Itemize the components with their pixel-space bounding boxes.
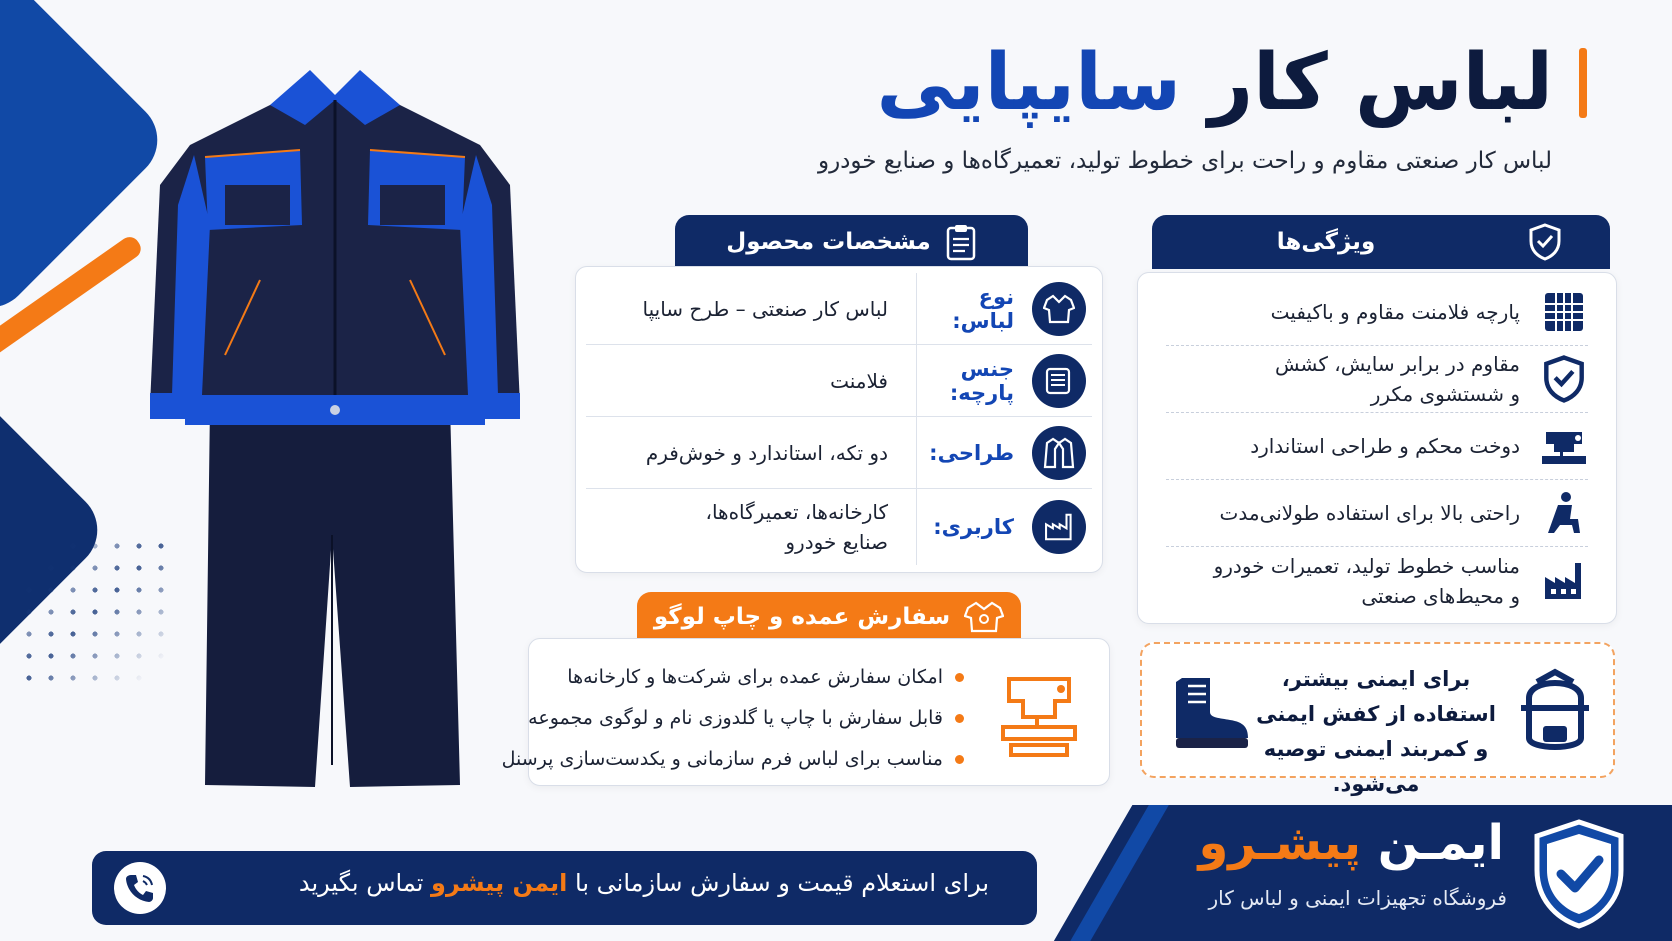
feature-item [1166,413,1588,480]
order-header-label: سفارش عمده و چاپ لوگو [653,604,951,630]
spec-label: کاربری: [916,489,1026,565]
contact-banner[interactable] [92,851,1037,925]
tshirt-print-icon [964,601,1004,633]
jacket-icon [1043,437,1075,469]
spec-label: نوع لباس: [916,273,1026,344]
spec-label: طراحی: [916,417,1026,488]
features-card [1137,272,1617,624]
clipboard-icon [945,223,977,261]
brand-tagline: فروشگاه تجهیزات ایمنی و لباس کار [1208,886,1507,910]
shirt-icon [1043,294,1075,324]
phone-button[interactable] [114,862,166,914]
title-accent-bar [1579,48,1587,118]
shield-check-icon [1528,223,1562,261]
feature-text: دوخت محکم و طراحی استاندارد [1250,434,1520,458]
spec-row [586,345,1092,417]
spec-value: فلامنت [830,368,888,393]
spec-row [586,273,1092,345]
title-block [876,28,1587,138]
order-card [501,638,1110,786]
page-subtitle: لباس کار صنعتی مقاوم و راحت برای خطوط تولید، تعمیرگاه‌ها و صنایع خودرو [817,148,1552,174]
list-item: امکان سفارش عمده برای شرکت‌ها و کارخانه‌ها [502,657,964,698]
brand-name: ایمـن پیشـرو [1198,815,1504,871]
safety-boot-icon [1170,672,1252,754]
feature-text: مناسب خطوط تولید، تعمیرات خودرو و محیط‌های صنعتی [1213,553,1520,608]
order-list [502,657,964,780]
list-item: قابل سفارش با چاپ یا گلدوزی نام و لوگوی مجموعه [502,698,964,739]
factory-icon [1542,559,1586,603]
work-uniform-image [150,65,520,845]
spec-value: دو تکه، استاندارد و خوش‌فرم [645,440,888,465]
fabric-grid-icon [1542,290,1586,334]
feature-text: راحتی بالا برای استفاده طولانی‌مدت [1219,501,1520,525]
contact-text: برای استعلام قیمت و سفارش سازمانی با ایمن پیشرو تماس بگیرید [298,869,989,897]
specs-card [575,266,1103,573]
factory-icon [1043,512,1075,542]
spec-label: جنس پارچه: [916,345,1026,416]
feature-text: مقاوم در برابر سایش، کشش و شستشوی مکرر [1275,352,1520,406]
sewing-machine-icon [1540,424,1588,468]
features-header-label: ویژگی‌ها [1276,229,1376,255]
phone-icon [124,872,156,904]
page-title: لباس کار سایپایی [876,38,1553,128]
fabric-icon [1044,366,1074,396]
safety-harness-icon [1517,668,1593,756]
feature-item [1166,547,1588,614]
spec-value: کارخانه‌ها، تعمیرگاه‌ها، صنایع خودرو [705,500,888,554]
specs-header-label: مشخصات محصول [726,229,931,255]
feature-item [1166,346,1588,413]
list-item: مناسب برای لباس فرم سازمانی و یکدست‌سازی پرسنل [502,739,964,780]
spec-value: لباس کار صنعتی – طرح سایپا [642,296,888,321]
specs-header [675,215,1028,269]
brand-shield-icon [1531,818,1627,930]
sewing-machine-icon [999,669,1079,759]
safety-note-card [1140,642,1615,796]
shield-check-icon [1542,355,1586,403]
order-header [637,592,1021,642]
spec-row [586,489,1092,565]
spec-row [586,417,1092,489]
features-header [1152,215,1610,269]
feature-text: پارچه فلامنت مقاوم و باکیفیت [1270,300,1520,324]
safety-note-text: برای ایمنی بیشتر، استفاده از کفش ایمنی و کمربند ایمنی توصیه می‌شود. [1256,667,1496,796]
feature-item [1166,480,1588,547]
sitting-person-icon [1544,491,1584,535]
feature-item [1166,279,1588,346]
